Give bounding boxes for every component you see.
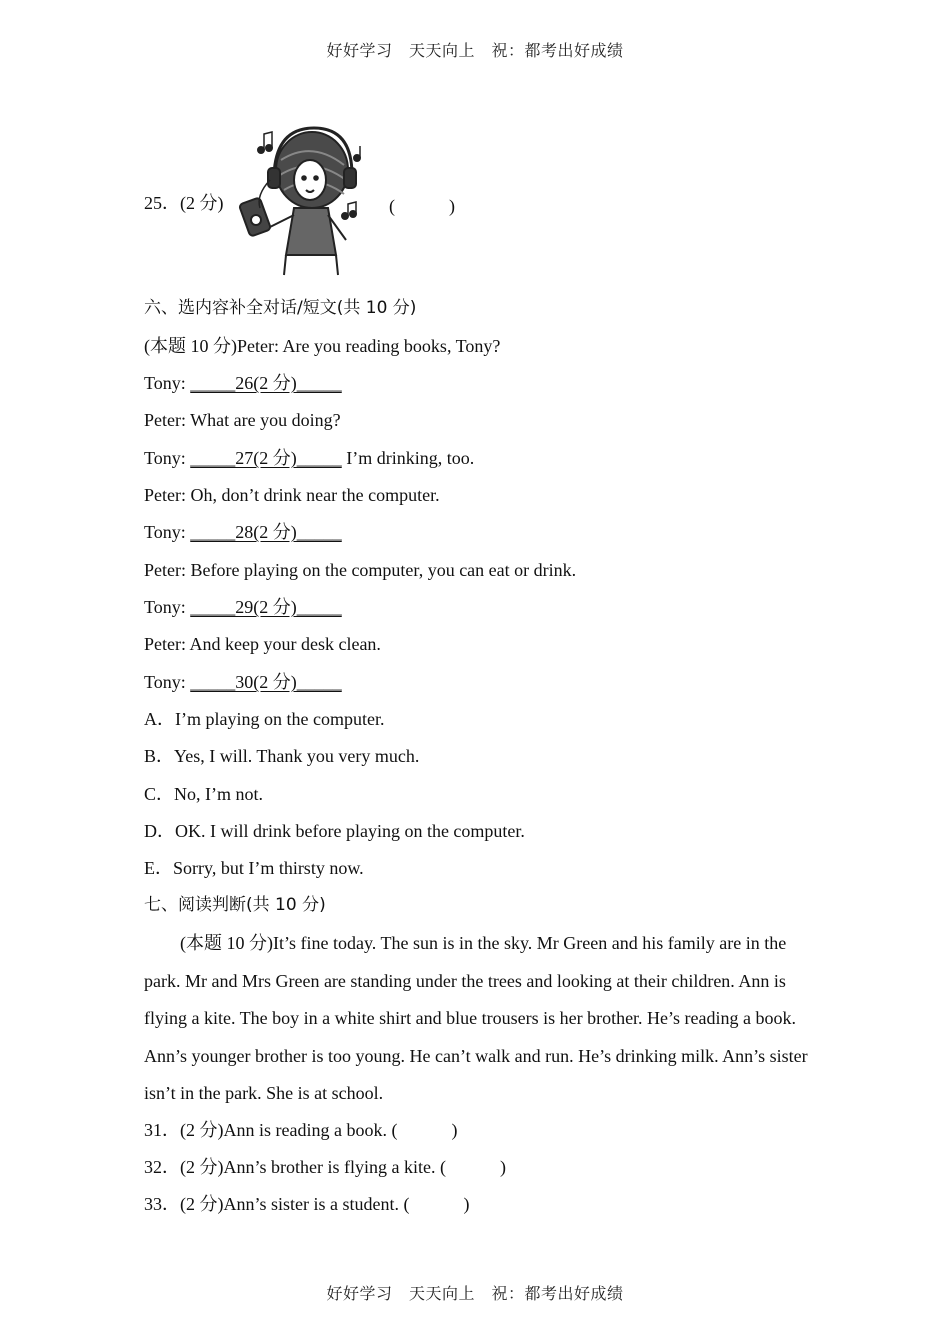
- dialogue-line: Peter: Before playing on the computer, you can eat or drink.: [144, 560, 577, 580]
- option-c: C．No, I’m not.: [144, 784, 263, 804]
- answer-blank-30[interactable]: _____30(2 分)_____: [190, 672, 342, 692]
- answer-blank-26[interactable]: _____26(2 分)_____: [190, 373, 342, 393]
- speaker: Tony:: [144, 672, 191, 692]
- dialogue-line: [144, 671, 342, 693]
- question-31: 31．(2 分)Ann is reading a book. ( ): [144, 1120, 458, 1140]
- speaker: Tony:: [144, 522, 191, 542]
- speaker: Tony:: [144, 373, 191, 393]
- dialogue-line: [144, 521, 342, 543]
- section-6-title: 六、选内容补全对话/短文(共 10 分): [144, 298, 417, 318]
- question-32: 32．(2 分)Ann’s brother is flying a kite. ( ): [144, 1157, 506, 1177]
- line-tail: I’m drinking, too.: [341, 448, 475, 468]
- option-d: D．OK. I will drink before playing on the computer.: [144, 821, 525, 841]
- dialogue-line: [144, 596, 342, 618]
- girl-listening-music-illustration: [236, 120, 376, 282]
- answer-blank-28[interactable]: _____28(2 分)_____: [190, 522, 342, 542]
- dialogue-line: Peter: And keep your desk clean.: [144, 634, 381, 654]
- answer-blank-27[interactable]: _____27(2 分)_____: [190, 448, 342, 468]
- question-33: 33．(2 分)Ann’s sister is a student. ( ): [144, 1194, 470, 1214]
- option-a: A．I’m playing on the computer.: [144, 709, 385, 729]
- dialogue-line: [144, 447, 474, 469]
- section-7-title: 七、阅读判断(共 10 分): [144, 895, 326, 915]
- speaker: Tony:: [144, 597, 191, 617]
- dialogue-line: Peter: Oh, don’t drink near the computer.: [144, 485, 440, 505]
- speaker: Tony:: [144, 448, 191, 468]
- question-25-answer-parentheses: ( ): [389, 196, 455, 216]
- reading-passage: (本题 10 分)It’s fine today. The sun is in the sky. Mr Green and his family are in the park. Mr and Mrs Green are standing under the trees and looking at their children. Ann is flying a kite. The boy in a white shirt and blue trousers is her brother. He’s reading a book. Ann’s younger brother is too young. He can’t walk and run. He’s drinking milk. Ann’s sister isn’t in the park. She is at school.: [144, 933, 808, 1103]
- option-b: B．Yes, I will. Thank you very much.: [144, 746, 420, 766]
- answer-blank-29[interactable]: _____29(2 分)_____: [190, 597, 342, 617]
- page-header: 好好学习 天天向上 祝：都考出好成绩: [326, 41, 624, 60]
- option-e: E．Sorry, but I’m thirsty now.: [144, 858, 364, 878]
- dialogue-line: [144, 372, 342, 394]
- dialogue-line: Peter: What are you doing?: [144, 410, 341, 430]
- dialogue-line: (本题 10 分)Peter: Are you reading books, Tony?: [144, 336, 501, 356]
- page-footer: 好好学习 天天向上 祝：都考出好成绩: [326, 1284, 624, 1303]
- question-25-label: 25．(2 分): [144, 193, 224, 213]
